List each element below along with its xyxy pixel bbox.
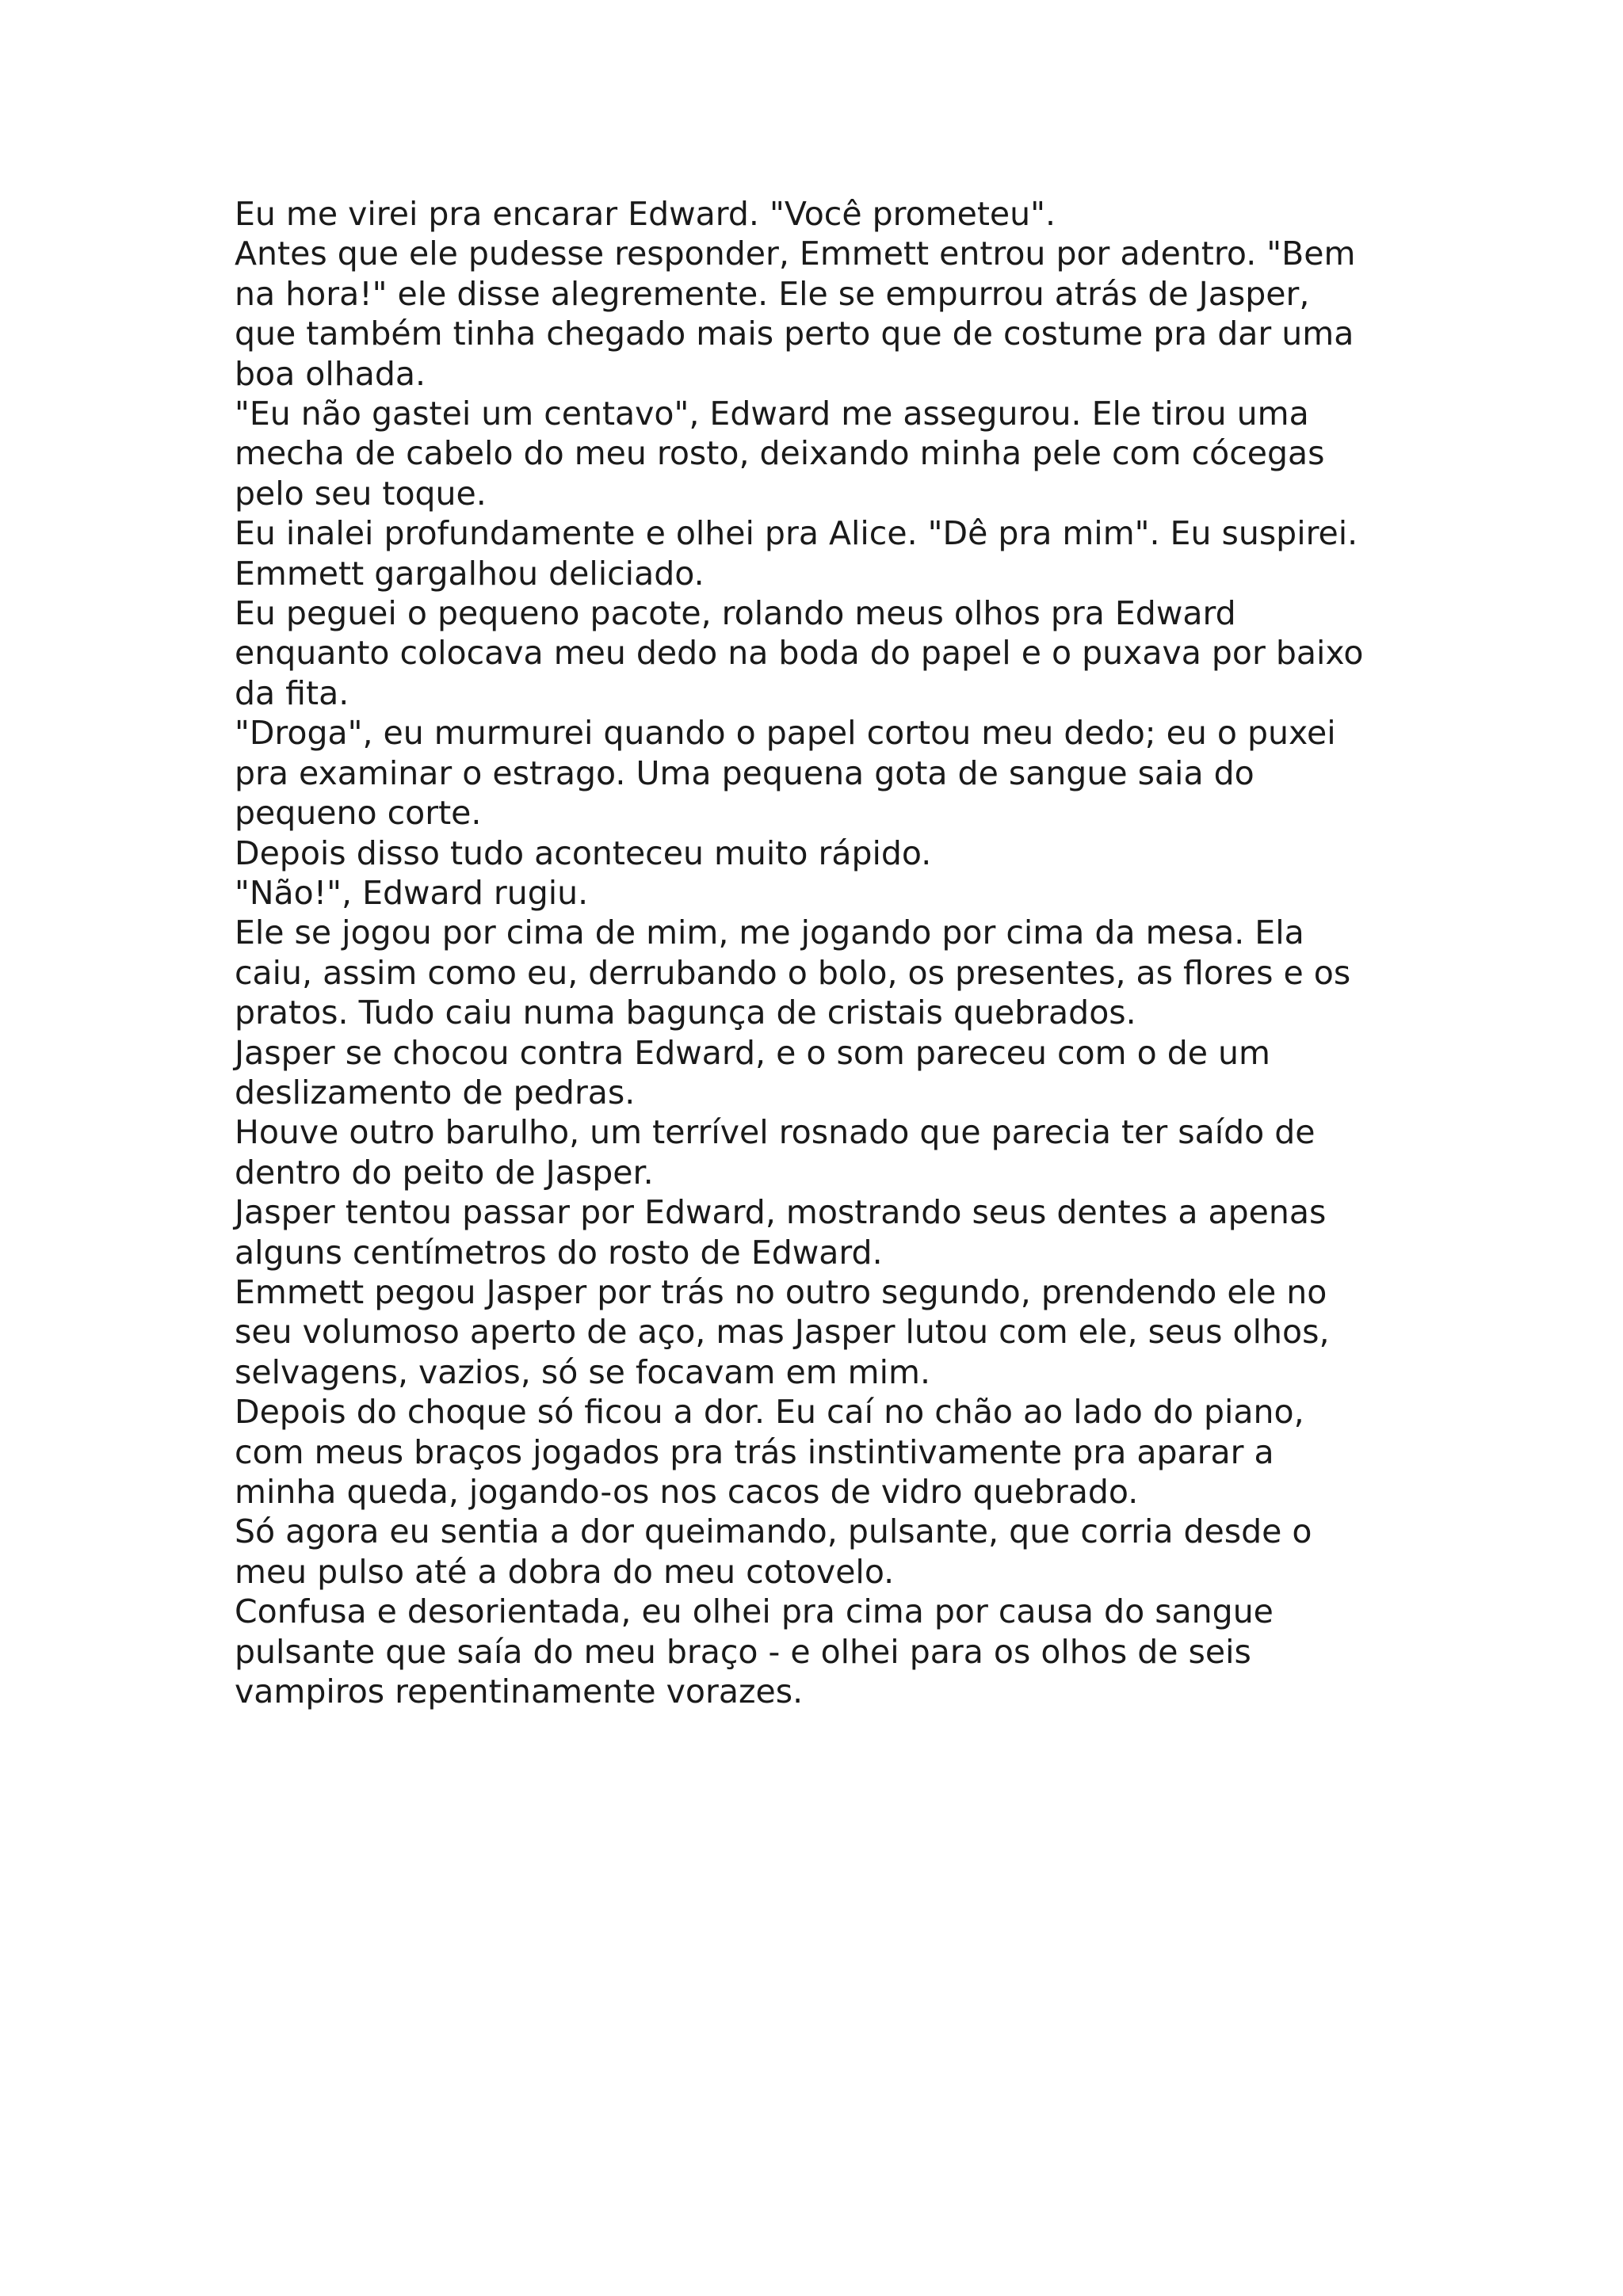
text-line: Ele se jogou por cima de mim, me jogando por cima da mesa. Ela bbox=[235, 913, 1304, 952]
text-line: "Eu não gastei um centavo", Edward me assegurou. Ele tirou uma bbox=[235, 395, 1309, 433]
text-line: boa olhada. bbox=[235, 354, 426, 393]
text-line: meu pulso até a dobra do meu cotovelo. bbox=[235, 1552, 895, 1591]
text-line: da fita. bbox=[235, 673, 349, 712]
text-line: pulsante que saía do meu braço - e olhei para os olhos de seis bbox=[235, 1632, 1251, 1671]
text-line: "Droga", eu murmurei quando o papel cortou meu dedo; eu o puxei bbox=[235, 714, 1336, 753]
text-line: dentro do peito de Jasper. bbox=[235, 1153, 654, 1192]
text-line: mecha de cabelo do meu rosto, deixando minha pele com cócegas bbox=[235, 434, 1325, 473]
text-line: Houve outro barulho, um terrível rosnado que parecia ter saído de bbox=[235, 1113, 1316, 1152]
text-line: Jasper tentou passar por Edward, mostrando seus dentes a apenas bbox=[235, 1193, 1327, 1232]
text-line: Só agora eu sentia a dor queimando, pulsante, que corria desde o bbox=[235, 1512, 1312, 1551]
text-line: Antes que ele pudesse responder, Emmett entrou por adentro. "Bem bbox=[235, 235, 1356, 273]
text-line: que também tinha chegado mais perto que de costume pra dar uma bbox=[235, 315, 1354, 353]
text-line: Emmett gargalhou deliciado. bbox=[235, 554, 705, 593]
text-line: alguns centímetros do rosto de Edward. bbox=[235, 1233, 883, 1272]
text-line: Depois do choque só ficou a dor. Eu caí no chão ao lado do piano, bbox=[235, 1393, 1304, 1432]
text-line: Eu peguei o pequeno pacote, rolando meus olhos pra Edward bbox=[235, 594, 1236, 633]
text-line: Eu inalei profundamente e olhei pra Alice. "Dê pra mim". Eu suspirei. bbox=[235, 514, 1358, 553]
text-line: caiu, assim como eu, derrubando o bolo, os presentes, as flores e os bbox=[235, 953, 1351, 992]
text-line: enquanto colocava meu dedo na boda do papel e o puxava por baixo bbox=[235, 634, 1364, 673]
text-line: pequeno corte. bbox=[235, 794, 482, 833]
text-line: Jasper se chocou contra Edward, e o som pareceu com o de um bbox=[235, 1033, 1270, 1072]
text-line: Emmett pegou Jasper por trás no outro segundo, prendendo ele no bbox=[235, 1272, 1327, 1311]
text-line: Depois disso tudo aconteceu muito rápido. bbox=[235, 833, 932, 872]
text-line: com meus braços jogados pra trás instintivamente pra aparar a bbox=[235, 1432, 1274, 1471]
text-line: selvagens, vazios, só se focavam em mim. bbox=[235, 1352, 930, 1391]
text-line: minha queda, jogando-os nos cacos de vidro quebrado. bbox=[235, 1473, 1139, 1511]
body-text bbox=[235, 194, 1392, 1711]
text-line: Confusa e desorientada, eu olhei pra cima por causa do sangue bbox=[235, 1592, 1274, 1631]
text-line: na hora!" ele disse alegremente. Ele se empurrou atrás de Jasper, bbox=[235, 274, 1310, 313]
text-line: pra examinar o estrago. Uma pequena gota de sangue saia do bbox=[235, 753, 1254, 792]
text-line: vampiros repentinamente vorazes. bbox=[235, 1672, 804, 1711]
text-line: pelo seu toque. bbox=[235, 474, 487, 513]
text-line: deslizamento de pedras. bbox=[235, 1073, 636, 1112]
text-line: "Não!", Edward rugiu. bbox=[235, 873, 589, 912]
text-line: Eu me virei pra encarar Edward. "Você prometeu". bbox=[235, 195, 1056, 233]
text-line: seu volumoso aperto de aço, mas Jasper lutou com ele, seus olhos, bbox=[235, 1313, 1330, 1352]
text-line: pratos. Tudo caiu numa bagunça de cristais quebrados. bbox=[235, 994, 1136, 1032]
